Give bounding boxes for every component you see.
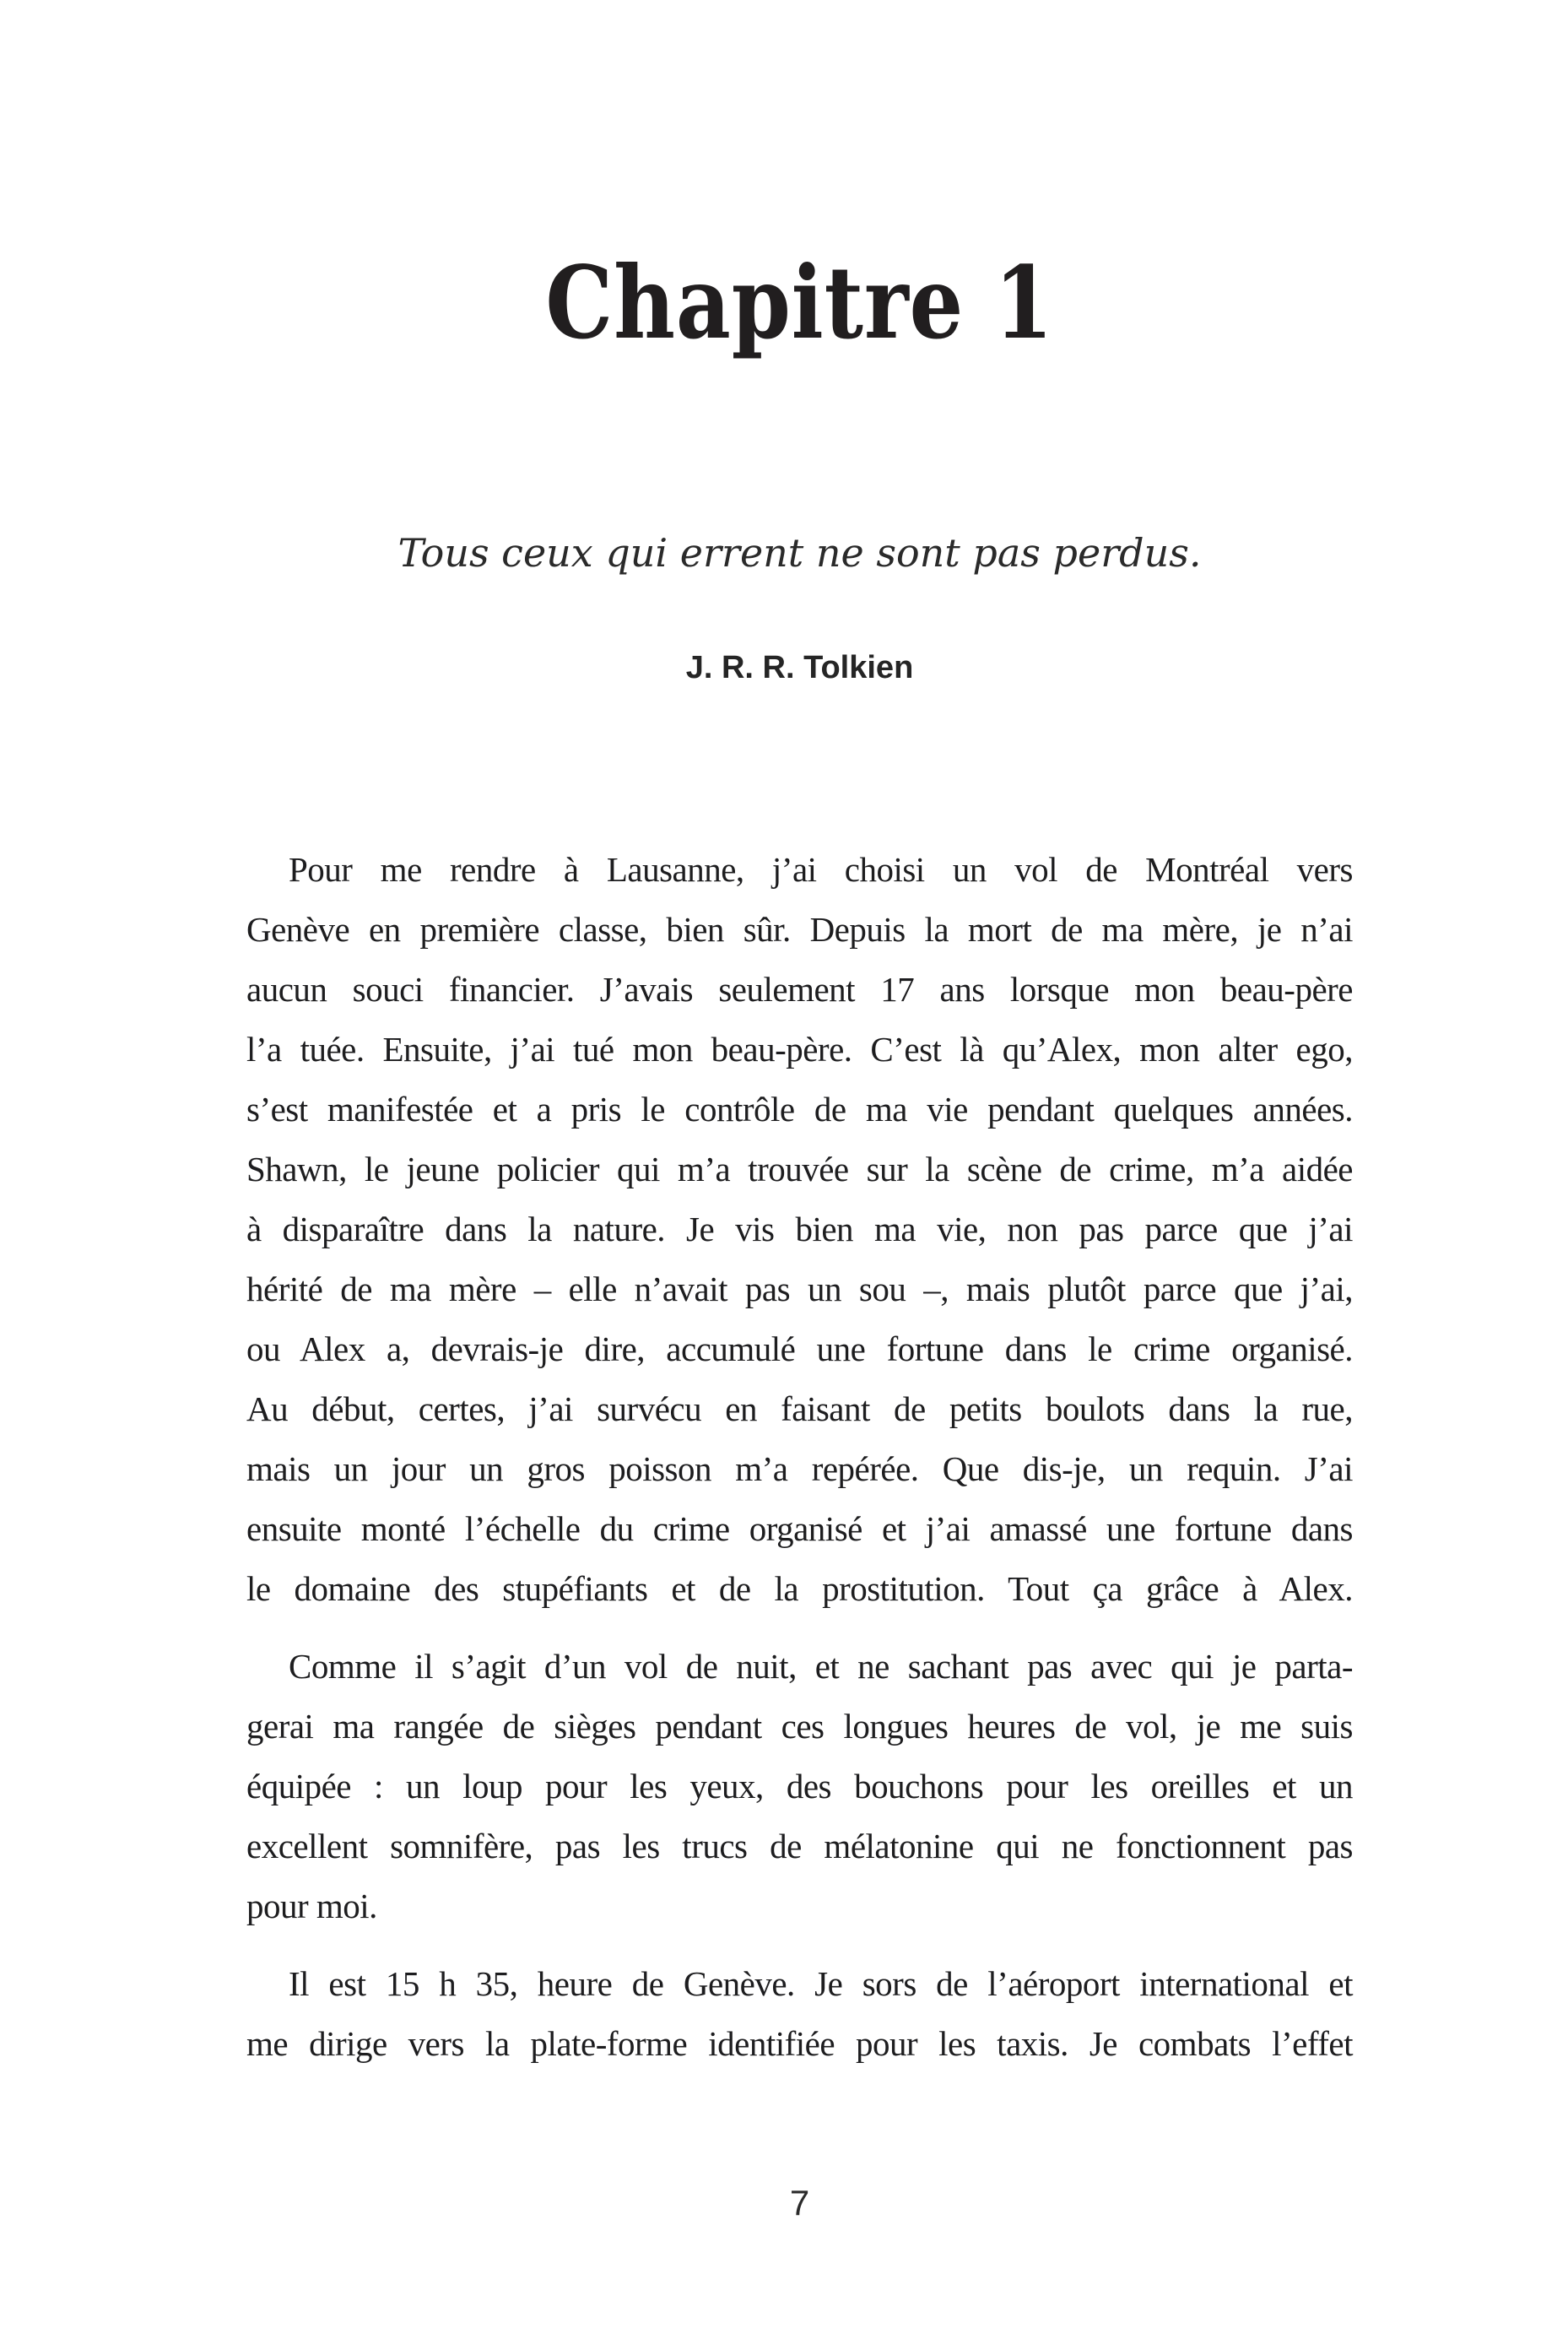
body-line: gerai ma rangée de sièges pendant ces longues heures de vol, je me suis bbox=[246, 1706, 1353, 1746]
body-line: à disparaître dans la nature. Je vis bien ma vie, non pas parce que j’ai bbox=[246, 1209, 1353, 1248]
body-line: Genève en première classe, bien sûr. Depuis la mort de ma mère, je n’ai bbox=[246, 909, 1353, 949]
body-line: l’a tuée. Ensuite, j’ai tué mon beau-père. C’est là qu’Alex, mon alter ego, bbox=[246, 1029, 1353, 1069]
body-line: aucun souci financier. J’avais seulement 17 ans lorsque mon beau-père bbox=[246, 969, 1353, 1009]
body-line: Il est 15 h 35, heure de Genève. Je sors de l’aéroport international et bbox=[289, 1963, 1353, 2003]
paragraph-2 bbox=[246, 1637, 1353, 1936]
epigraph-attribution: J. R. R. Tolkien bbox=[685, 650, 914, 686]
body-line: s’est manifestée et a pris le contrôle de ma vie pendant quelques années. bbox=[246, 1089, 1353, 1129]
body-line: équipée : un loup pour les yeux, des bouchons pour les oreilles et un bbox=[246, 1766, 1353, 1806]
body-line: Pour me rendre à Lausanne, j’ai choisi un vol de Montréal vers bbox=[289, 849, 1353, 889]
body-line: Comme il s’agit d’un vol de nuit, et ne sachant pas avec qui je parta- bbox=[289, 1646, 1353, 1686]
body-line: Shawn, le jeune policier qui m’a trouvée sur la scène de crime, m’a aidée bbox=[246, 1149, 1353, 1188]
body-line: pour moi. bbox=[246, 1886, 377, 1925]
body-line: le domaine des stupéfiants et de la prostitution. Tout ça grâce à Alex. bbox=[246, 1568, 1353, 1608]
body-line: excellent somnifère, pas les trucs de mélatonine qui ne fonctionnent pas bbox=[246, 1826, 1353, 1865]
body-line: ou Alex a, devrais-je dire, accumulé une fortune dans le crime organisé. bbox=[246, 1329, 1353, 1368]
body-line: Au début, certes, j’ai survécu en faisant de petits boulots dans la rue, bbox=[246, 1389, 1353, 1428]
body-line: ensuite monté l’échelle du crime organisé et j’ai amassé une fortune dans bbox=[246, 1508, 1353, 1548]
chapter-title: Chapitre 1 bbox=[545, 244, 1054, 361]
paragraph-1 bbox=[246, 840, 1353, 1619]
body-text bbox=[246, 840, 1353, 2074]
body-line: mais un jour un gros poisson m’a repérée. Que dis-je, un requin. J’ai bbox=[246, 1448, 1353, 1488]
page-content bbox=[246, 244, 1353, 2224]
page-number: 7 bbox=[789, 2182, 810, 2222]
epigraph-quote: Tous ceux qui errent ne sont pas perdus. bbox=[397, 530, 1202, 576]
paragraph-3 bbox=[246, 1954, 1353, 2074]
body-line: hérité de ma mère – elle n’avait pas un sou –, mais plutôt parce que j’ai, bbox=[246, 1269, 1353, 1308]
body-line: me dirige vers la plate-forme identifiée pour les taxis. Je combats l’effet bbox=[246, 2023, 1353, 2063]
